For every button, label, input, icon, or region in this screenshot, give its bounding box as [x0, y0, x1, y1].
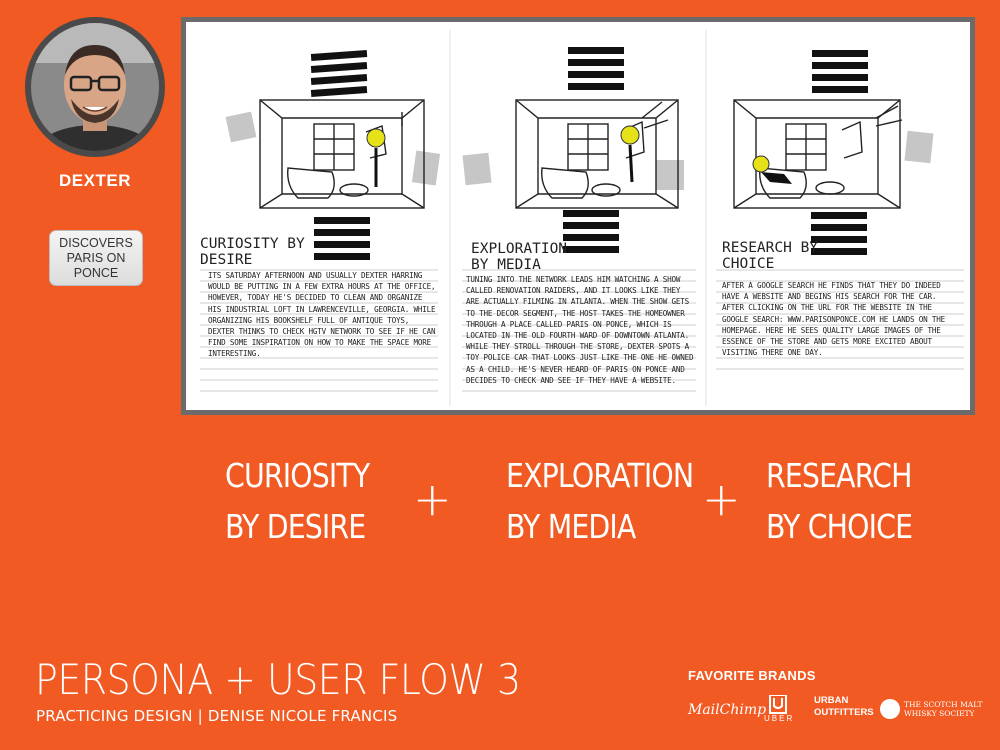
persona-avatar — [25, 17, 165, 157]
scotch-line2: WHISKY SOCIETY — [904, 709, 975, 718]
room-sketches — [260, 100, 902, 208]
panel-text-curiosity: ITS SATURDAY AFTERNOON AND USUALLY DEXTER HARRING WOULD BE PUTTING IN A FEW EXTRA HOURS AT THE OFFICE, HOWEVER, TODAY HE'S DECIDED TO CLEAN AND ORGANIZE HIS INDUSTRIAL LOFT IN LAWRENCEVILLE, GEORGIA. WHILE ORGANIZING HIS BOOKSHELF FULL OF ANTIQUE TOYS, DEXTER THINKS TO CHECK HGTV NETWORK TO SEE IF HE CAN FIND SOME INSPIRATION ON HOW TO MAKE THE SPACE MORE INTERESTING. — [208, 271, 436, 359]
flow-step-exploration-line1: EXPLORATION — [506, 456, 694, 495]
flow-step-research-line1: RESEARCH — [766, 456, 912, 495]
uber-wordmark: UBER — [764, 714, 795, 723]
storyboard-sketch — [181, 17, 975, 415]
scotch-line1: THE SCOTCH MALT — [904, 700, 983, 709]
persona-badge: DISCOVERS PARIS ON PONCE — [49, 230, 143, 286]
mailchimp-logo: MailChimp — [688, 702, 767, 718]
flow-step-research-line2: BY CHOICE — [766, 507, 913, 546]
uber-logo — [762, 695, 794, 725]
panel-title-curiosity: CURIOSITY BY DESIRE — [200, 236, 305, 268]
page-title: PERSONA + USER FLOW 3 — [35, 655, 521, 704]
panel-text-exploration: TUNING INTO THE NETWORK LEADS HIM WATCHING A SHOW CALLED RENOVATION RAIDERS, AND IT LOOKS LIKE THEY ARE ACTUALLY FILMING IN ATLANTA. WHEN THE SHOW GETS TO THE DECOR SEGMENT, THE HOST TAKES THE HOMEOWNER THROUGH A PLACE CALLED PARIS ON PONCE, WHICH IS LOCATED IN THE OLD FOURTH WARD OF DOWNTOWN ATLANTA. WHILE THEY STROLL THROUGH THE STORE, DEXTER SPOTS A TOY POLICE CAR THAT LOOKS JUST LIKE THE ONE HE OWNED AS A CHILD. HE'S NEVER HEARD OF PARIS ON PONCE AND DECIDES TO CHECK AND SEE IF THEY HAVE A WEBSITE. — [466, 275, 694, 385]
favorite-brands-heading: FAVORITE BRANDS — [688, 668, 816, 683]
panel-text-research: AFTER A GOOGLE SEARCH HE FINDS THAT THEY DO INDEED HAVE A WEBSITE AND BEGINS HIS SEARCH FOR THE CAR. AFTER CLICKING ON THE URL FOR THE WEBSITE IN THE GOOGLE SEARCH: WWW.PARISONPONCE.COM HE LANDS ON THE HOMEPAGE. HERE HE SEES QUALITY LARGE IMAGES OF THE ESSENCE OF THE STORE AND GETS MORE EXCITED ABOUT VISITING THERE ONE DAY. — [722, 281, 945, 358]
panel-title-exploration: EXPLORATION BY MEDIA — [471, 241, 568, 273]
urban-outfitters-line1: URBAN — [814, 695, 849, 706]
flow-step-exploration — [506, 450, 693, 552]
redaction-bars-top — [311, 47, 868, 97]
scotch-wordmark — [904, 700, 983, 718]
scotch-seal-icon — [880, 699, 900, 719]
urban-outfitters-logo — [814, 695, 874, 719]
flow-step-curiosity-line1: CURIOSITY — [225, 456, 370, 495]
urban-outfitters-line2: OUTFITTERS — [814, 707, 874, 718]
flow-step-research — [766, 450, 912, 552]
persona-name: DEXTER — [59, 171, 131, 190]
plus-sign-1: + — [413, 472, 452, 526]
plus-sign-2: + — [702, 472, 741, 526]
page-subtitle: PRACTICING DESIGN | DENISE NICOLE FRANCIS — [36, 707, 398, 725]
panel-title-research: RESEARCH BY CHOICE — [722, 240, 819, 272]
flow-step-exploration-line2: BY MEDIA — [506, 507, 636, 546]
flow-step-curiosity-line2: BY DESIRE — [225, 507, 366, 546]
flow-step-curiosity — [225, 450, 369, 552]
